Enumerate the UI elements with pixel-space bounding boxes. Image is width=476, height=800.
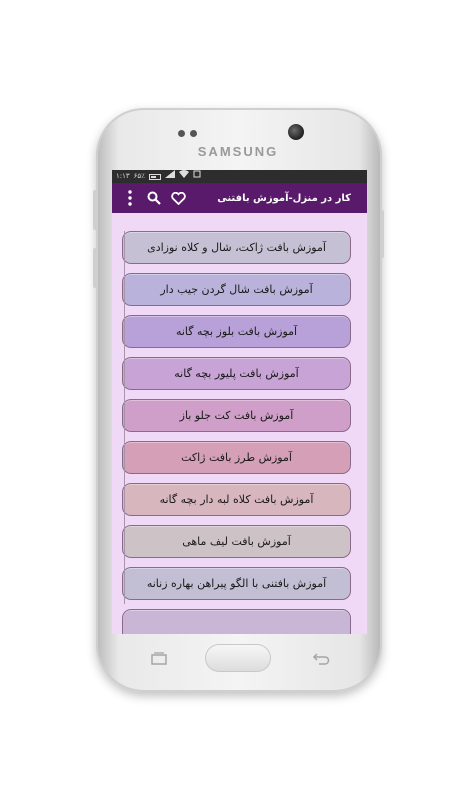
- app-title: کار در منزل-آموزش بافتنی: [217, 192, 351, 204]
- sensor-dot: [190, 130, 197, 137]
- clock: ۱:۱۳: [116, 172, 130, 180]
- list-item[interactable]: آموزش بافت کت جلو باز: [122, 399, 351, 432]
- back-icon[interactable]: [312, 651, 330, 665]
- status-bar: [112, 170, 367, 183]
- list-item[interactable]: آموزش طرز بافت ژاکت: [122, 441, 351, 474]
- front-camera: [288, 124, 304, 140]
- search-icon[interactable]: [142, 186, 166, 210]
- list-item[interactable]: آموزش بافت ژاکت، شال و کلاه نوزادی: [122, 231, 351, 264]
- app-bar: [112, 183, 367, 213]
- heart-icon[interactable]: [166, 186, 190, 210]
- brand-logo: SAMSUNG: [197, 144, 279, 159]
- list-item[interactable]: آموزش بافت کلاه لبه دار بچه گانه: [122, 483, 351, 516]
- tutorial-list: [112, 213, 367, 634]
- list-item[interactable]: آموزش بافت لیف ماهی: [122, 525, 351, 558]
- more-vert-icon[interactable]: [118, 186, 142, 210]
- notification-icon: [193, 170, 201, 183]
- signal-icon: [165, 170, 175, 183]
- list-divider: [124, 231, 125, 604]
- volume-up-button: [93, 190, 97, 230]
- wifi-icon: [179, 170, 189, 183]
- recent-apps-icon[interactable]: [150, 651, 168, 665]
- battery-icon: [149, 174, 161, 180]
- sensor-dot: [178, 130, 185, 137]
- list-item[interactable]: آموزش بافت شال گردن جیب دار: [122, 273, 351, 306]
- list-item[interactable]: آموزش بافت پلیور بچه گانه: [122, 357, 351, 390]
- power-button: [380, 210, 384, 258]
- battery-percent: ۶۵٪: [133, 172, 145, 180]
- home-button[interactable]: [205, 644, 271, 672]
- list-item[interactable]: [122, 609, 351, 634]
- volume-down-button: [93, 248, 97, 288]
- list-item[interactable]: آموزش بافتنی با الگو پیراهن بهاره زنانه: [122, 567, 351, 600]
- list-item[interactable]: آموزش بافت بلوز بچه گانه: [122, 315, 351, 348]
- phone-screen: [112, 170, 367, 634]
